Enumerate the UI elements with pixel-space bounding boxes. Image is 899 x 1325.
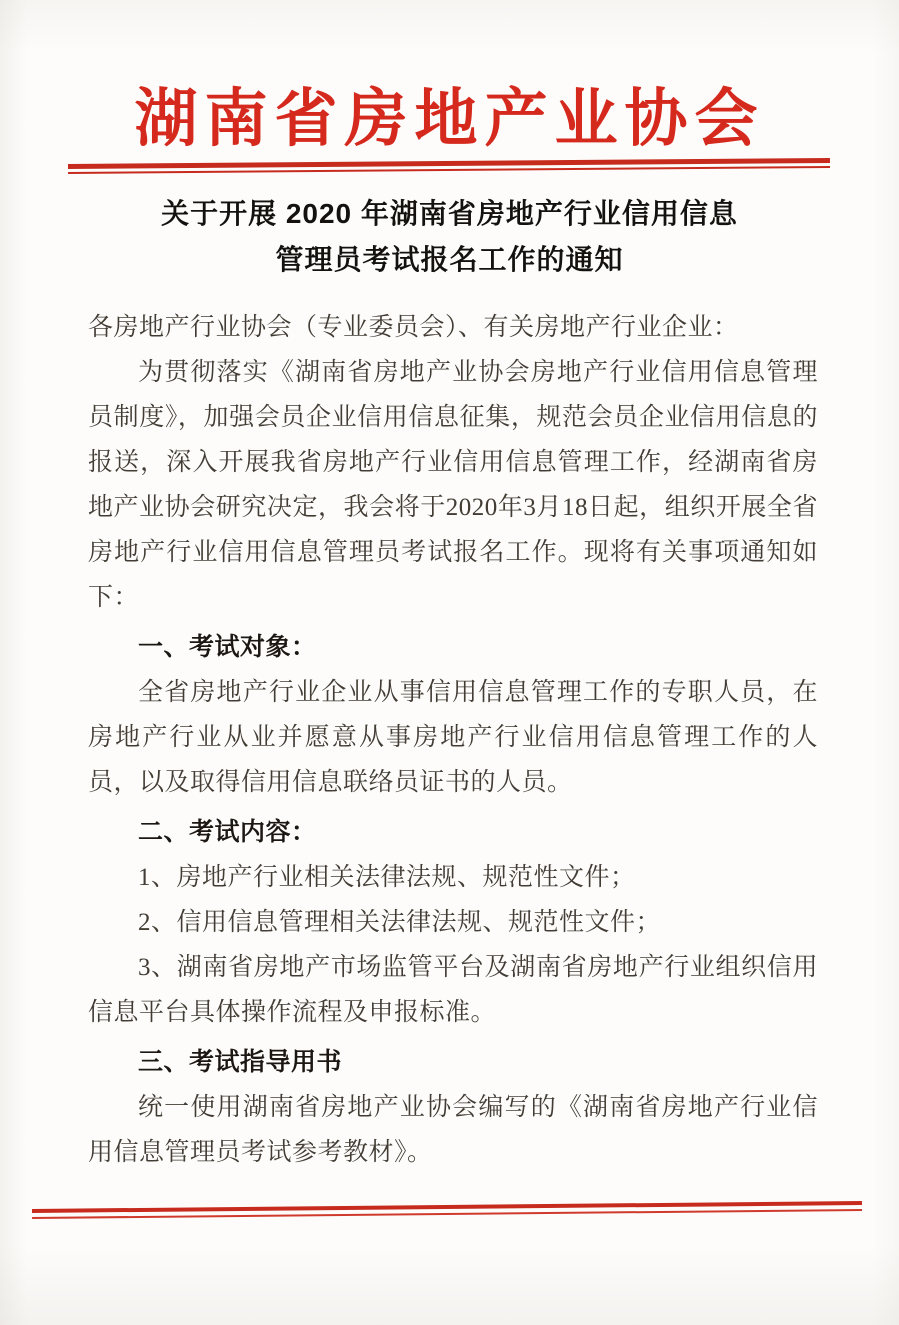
section-heading-1: 一、考试对象：	[138, 633, 317, 661]
section-2-item-2: 2、信用信息管理相关法律法规、规范性文件；	[138, 909, 662, 936]
notice-title-line1: 关于开展 2020 年湖南省房地产行业信用信息	[161, 198, 738, 229]
notice-title	[0, 191, 899, 283]
notice-title-line2: 管理员考试报名工作的通知	[275, 244, 624, 275]
letterhead-org-name: 湖南省房地产业协会	[134, 84, 765, 154]
intro-paragraph: 为贯彻落实《湖南省房地产业协会房地产行业信用信息管理员制度》，加强会员企业信用信息征集，规范会员企业信用信息的报送，深入开展我省房地产行业信用信息管理工作，经湖南省房地产业协会研究决定，我会将于2020年3月18日起，组织开展全省房地产行业信用信息管理员考试报名工作。现将有关事项通知如下：	[88, 359, 818, 611]
section-heading-3: 三、考试指导用书	[138, 1048, 343, 1076]
footer-divider	[32, 1201, 862, 1219]
section-2-item-1: 1、房地产行业相关法律法规、规范性文件；	[138, 864, 636, 891]
section-1-paragraph: 全省房地产行业企业从事信用信息管理工作的专职人员，在房地产行业从业并愿意从事房地产行业信用信息管理工作的人员，以及取得信用信息联络员证书的人员。	[88, 679, 818, 796]
section-heading-2: 二、考试内容：	[138, 818, 317, 846]
section-3-paragraph: 统一使用湖南省房地产业协会编写的《湖南省房地产行业信用信息管理员考试参考教材》。	[88, 1094, 818, 1166]
salutation: 各房地产行业协会（专业委员会）、有关房地产行业企业：	[88, 314, 739, 341]
letterhead-divider	[68, 158, 830, 174]
section-2-item-3: 3、湖南省房地产市场监管平台及湖南省房地产行业组织信用信息平台具体操作流程及申报标准。	[88, 954, 818, 1026]
notice-body	[88, 305, 818, 1175]
